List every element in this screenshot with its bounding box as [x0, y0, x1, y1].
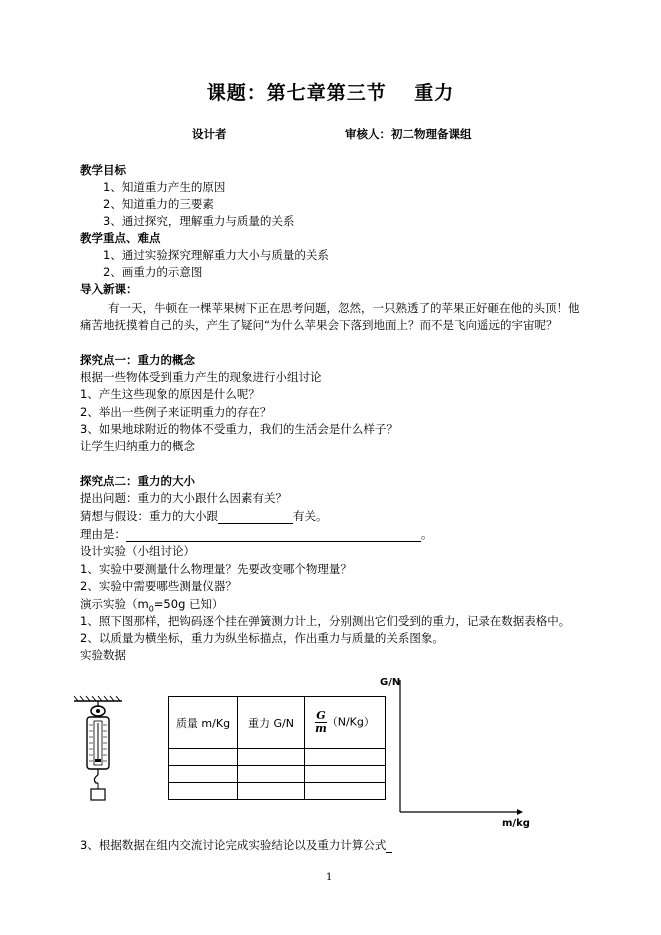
point1-heading: 探究点一：重力的概念	[80, 353, 195, 367]
table-cell[interactable]	[169, 766, 238, 783]
demo-prefix: 演示实验（m	[80, 597, 149, 611]
table-cell[interactable]	[305, 766, 386, 783]
intro-line: 有一天，牛顿在一棵苹果树下正在思考问题，忽然，一只熟透了的苹果正好砸在他的头顶！他	[108, 301, 580, 315]
table-cell[interactable]	[169, 749, 238, 766]
goal-item: 2、知道重力的三要素	[103, 197, 214, 211]
point2-heading: 探究点二：重力的大小	[80, 474, 195, 488]
reason-blank[interactable]	[126, 527, 421, 542]
point1-line: 让学生归纳重力的概念	[80, 439, 195, 453]
design-label: 设计实验（小组讨论）	[80, 544, 195, 558]
y-axis-label: G/N	[380, 677, 401, 688]
table-row	[169, 749, 386, 766]
guess-prefix: 猜想与假设：重力的大小跟	[80, 509, 218, 523]
data-label: 实验数据	[80, 648, 126, 662]
guess-suffix: 有关。	[293, 509, 328, 523]
step-1: 1、照下图那样，把钩码逐个挂在弹簧测力计上，分别测出它们受到的重力，记录在数据表格中。	[80, 614, 571, 628]
key-point-item: 2、画重力的示意图	[103, 265, 203, 279]
point1-line: 根据一些物体受到重力产生的现象进行小组讨论	[80, 370, 322, 384]
key-points-heading: 教学重点、难点	[80, 231, 161, 245]
designer-label: 设计者	[192, 127, 227, 141]
spring-scale-illustration	[70, 695, 126, 807]
step-3-blank[interactable]	[386, 838, 392, 853]
point1-line: 3、如果地球附近的物体不受重力，我们的生活会是什么样子？	[80, 422, 398, 436]
table-header-mass: 质量 m/Kg	[169, 697, 238, 749]
goal-item: 3、通过探究，理解重力与质量的关系	[103, 214, 295, 228]
fraction-denominator: m	[315, 722, 327, 735]
point1-line: 1、产生这些现象的原因是什么呢？	[80, 387, 260, 401]
guess-blank[interactable]	[218, 509, 293, 524]
blank-graph	[385, 676, 535, 826]
design-question: 1、实验中要测量什么物理量？先要改变哪个物理量？	[80, 562, 352, 576]
x-axis-arrow	[517, 809, 523, 815]
table-cell[interactable]	[305, 749, 386, 766]
fraction-numerator: G	[316, 709, 326, 722]
intro-line: 痛苦地抚摸着自己的头，产生了疑问“为什么苹果会下落到地面上？而不是飞向遥远的宇宙呢？	[80, 318, 558, 332]
ratio-unit: （N/Kg）	[326, 715, 375, 729]
page-number: 1	[326, 872, 333, 883]
guess-line	[80, 508, 328, 524]
data-table	[168, 696, 386, 800]
reason-line	[80, 526, 433, 542]
reason-prefix: 理由是：	[80, 527, 126, 541]
goal-item: 1、知道重力产生的原因	[103, 180, 226, 194]
table-cell[interactable]	[238, 766, 305, 783]
step-3: 3、根据数据在组内交流讨论完成实验结论以及重力计算公式	[80, 838, 387, 852]
table-cell[interactable]	[238, 783, 305, 800]
demo-label	[80, 596, 224, 613]
table-cell[interactable]	[305, 783, 386, 800]
reason-suffix: 。	[421, 527, 433, 541]
ratio-fraction	[315, 710, 327, 735]
reviewer-label: 审核人：初二物理备课组	[345, 127, 472, 141]
key-point-item: 1、通过实验探究理解重力大小与质量的关系	[103, 248, 329, 262]
table-cell[interactable]	[238, 749, 305, 766]
table-header-ratio	[305, 697, 386, 749]
step-2: 2、以质量为横坐标，重力为纵坐标描点，作出重力与质量的关系图象。	[80, 631, 444, 645]
design-question: 2、实验中需要哪些测量仪器？	[80, 579, 237, 593]
demo-suffix: =50g 已知）	[153, 597, 224, 611]
point2-question: 提出问题：重力的大小跟什么因素有关？	[80, 491, 287, 505]
demo-subscript: 0	[148, 604, 154, 614]
intro-heading: 导入新课：	[80, 282, 138, 296]
x-axis-label: m/kg	[502, 818, 530, 829]
table-row	[169, 783, 386, 800]
page-title: 课题：第七章第三节 重力	[206, 82, 455, 104]
goals-heading: 教学目标	[80, 163, 126, 177]
point1-line: 2、举出一些例子来证明重力的存在？	[80, 405, 272, 419]
table-row	[169, 766, 386, 783]
step-3-line	[80, 837, 392, 853]
table-header-gravity: 重力 G/N	[238, 697, 305, 749]
table-cell[interactable]	[169, 783, 238, 800]
